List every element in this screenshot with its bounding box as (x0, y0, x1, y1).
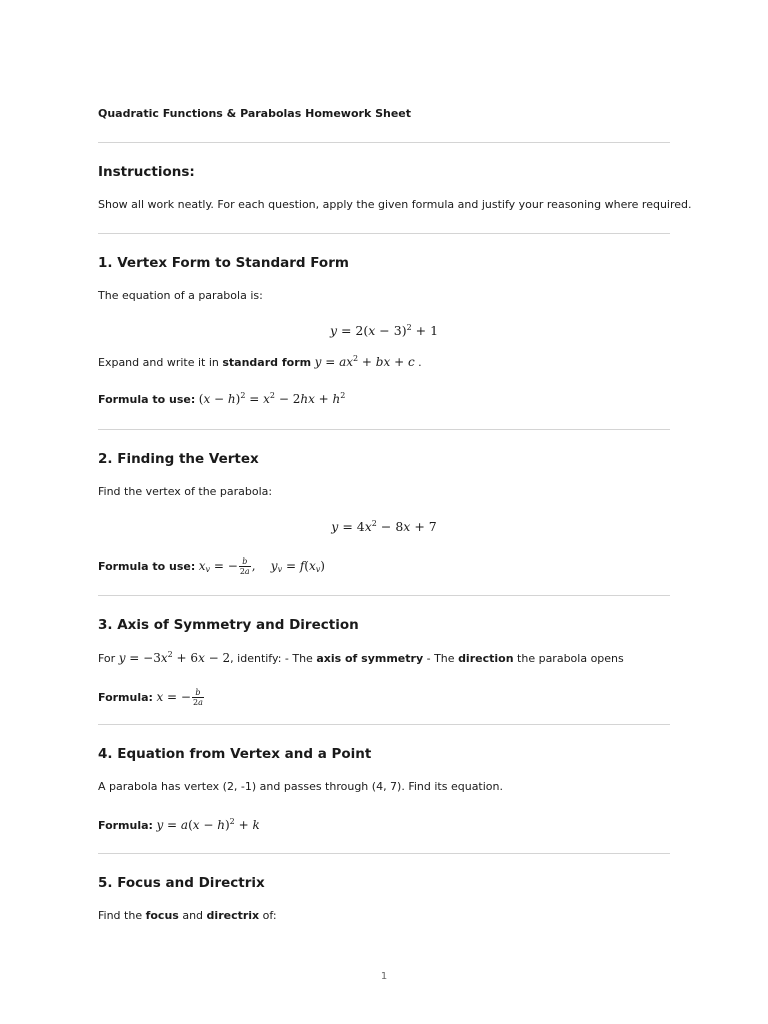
question-3-heading: 3. Axis of Symmetry and Direction (98, 617, 359, 633)
direction-label: direction (458, 652, 514, 665)
focus-label: focus (145, 909, 179, 922)
document-title: Quadratic Functions & Parabolas Homework Sheet (98, 107, 412, 120)
axis-of-symmetry-label: axis of symmetry (316, 652, 424, 665)
formula-expression: $(x - h)^2 = x^2 - 2hx + h^2$ (198, 391, 346, 406)
text-mid-2: - The (426, 652, 455, 665)
text-mid: , identify: - The (230, 652, 313, 665)
question-5-text (98, 909, 277, 923)
expand-prefix: Expand and write it in (98, 356, 219, 369)
divider (98, 595, 670, 596)
page-number: 1 (380, 971, 388, 982)
instructions-text: Show all work neatly. For each question, apply the given formula and justify your reasoning where required. (98, 198, 692, 211)
question-1-intro: The equation of a parabola is: (98, 289, 263, 302)
formula-label: Formula: (98, 819, 153, 832)
text-end: of: (262, 909, 277, 922)
question-2-equation: $y = 4x^2 - 8x + 7$ (331, 519, 437, 534)
question-4-heading: 4. Equation from Vertex and a Point (98, 746, 372, 762)
question-4-text: A parabola has vertex (2, -1) and passes through (4, 7). Find its equation. (98, 780, 504, 793)
text-prefix: Find the (98, 909, 143, 922)
formula-expression: $y = a(x - h)^2 + k$ (156, 817, 260, 832)
formula-expression: x = − $\frac{b}{2a}$ (156, 688, 203, 707)
question-1-equation: $y = 2(x - 3)^2 + 1$ (329, 323, 439, 338)
formula-expression: $x_v$ = − $\frac{b}{2a}$ , $y_v = f(x_v)$ (198, 557, 325, 576)
expand-suffix: . (418, 356, 422, 369)
instructions-heading: Instructions: (98, 164, 195, 180)
standard-form-label: standard form (222, 356, 312, 369)
divider (98, 853, 670, 854)
question-2-intro: Find the vertex of the parabola: (98, 485, 273, 498)
question-3-text (98, 651, 624, 666)
question-2-formula (98, 557, 325, 576)
question-5-heading: 5. Focus and Directrix (98, 875, 265, 891)
formula-label: Formula to use: (98, 393, 196, 406)
function-expression: $y = -3x^2 + 6x - 2$ (118, 650, 231, 665)
text-prefix: For (98, 652, 116, 665)
question-4-formula (98, 818, 260, 833)
formula-label: Formula to use: (98, 560, 196, 573)
directrix-label: directrix (206, 909, 260, 922)
text-end: the parabola opens (517, 652, 624, 665)
divider (98, 142, 670, 143)
standard-form-formula: $y = ax^2$ + bx + c (314, 354, 415, 369)
divider (98, 233, 670, 234)
question-3-formula (98, 688, 205, 707)
question-1-formula (98, 392, 345, 407)
question-2-heading: 2. Finding the Vertex (98, 451, 259, 467)
question-1-heading: 1. Vertex Form to Standard Form (98, 255, 349, 271)
text-mid: and (182, 909, 204, 922)
formula-label: Formula: (98, 691, 153, 704)
divider (98, 724, 670, 725)
divider (98, 429, 670, 430)
question-1-expand-instruction (98, 355, 422, 370)
